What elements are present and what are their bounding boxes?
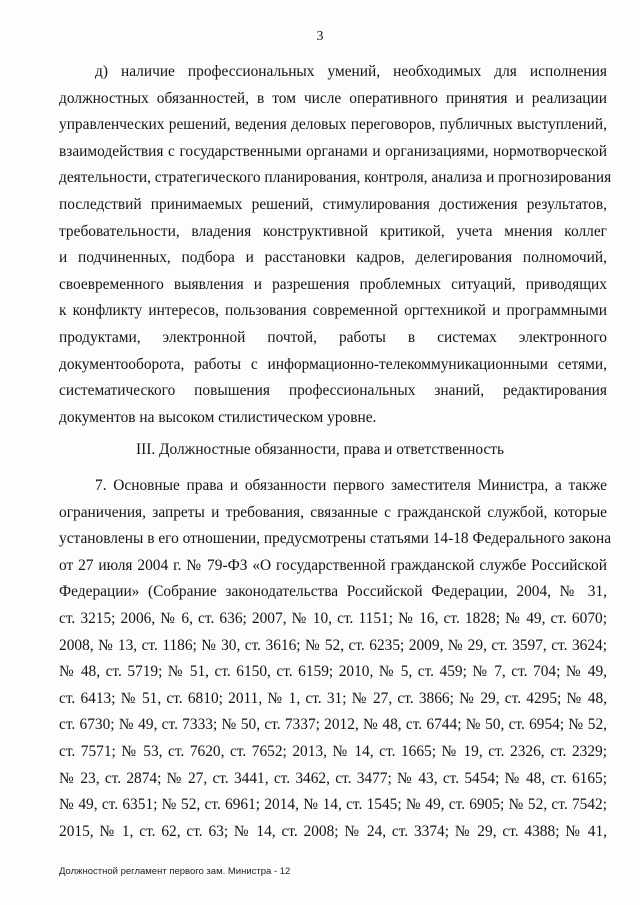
page-number: 3 (316, 29, 324, 44)
text-line: ограничения, запреты и требования, связанные с гражданской службой, которые (59, 503, 607, 521)
text-line: последствий принимаемых решений, стимулирования достижения результатов, (59, 195, 607, 213)
text-line: д) наличие профессиональных умений, необходимых для исполнения (95, 63, 607, 80)
text-line: Федерации» (Собрание законодательства Российской Федерации, 2004, № 31, (59, 583, 607, 601)
text-line: 2015, № 1, ст. 62, ст. 63; № 14, ст. 2008; № 24, ст. 3374; № 29, ст. 4388; № 41, (59, 822, 607, 840)
text-line: и подчиненных, подбора и расстановки кадров, делегирования полномочий, (59, 249, 607, 267)
text-line: от 27 июля 2004 г. № 79-ФЗ «О государственной гражданской службе Российской (59, 556, 607, 574)
text-line: взаимодействия с государственными органами и организациями, нормотворческой (59, 142, 607, 160)
text-line: документов на высоком стилистическом уровне. (59, 408, 377, 426)
paragraph-7 (59, 473, 612, 845)
text-line: 2008, № 13, ст. 1186; № 30, ст. 3616; № 52, ст. 6235; 2009, № 29, ст. 3597, ст. 3624; (59, 636, 607, 654)
text-line: документооборота, работы с информационно-телекоммуникационными сетями, (59, 355, 607, 373)
text-line: продуктами, электронной почтой, работы в системах электронного (59, 328, 607, 346)
text-line: № 23, ст. 2874; № 27, ст. 3441, ст. 3462, ст. 3477; № 43, ст. 5454; № 48, ст. 6165; (59, 769, 607, 787)
paragraph-d (59, 59, 612, 431)
text-line: управленческих решений, ведения деловых переговоров, публичных выступлений, (59, 116, 607, 134)
text-line: ст. 6413; № 51, ст. 6810; 2011, № 1, ст. 31; № 27, ст. 3866; № 29, ст. 4295; № 48, (59, 689, 607, 707)
text-line: к конфликту интересов, пользования современной оргтехникой и программными (59, 302, 607, 320)
text-line: систематического повышения профессиональных знаний, редактирования (59, 382, 607, 400)
text-line: 7. Основные права и обязанности первого заместителя Министра, а также (95, 477, 607, 494)
text-line: требовательности, владения конструктивной критикой, учета мнения коллег (59, 222, 607, 240)
footer-document-title: Должностной регламент первого зам. Министра - 12 (59, 866, 291, 877)
text-line: деятельности, стратегического планирования, контроля, анализа и прогнозирования (59, 169, 612, 187)
text-line: ст. 7571; № 53, ст. 7620, ст. 7652; 2013, № 14, ст. 1665; № 19, ст. 2326, ст. 2329; (59, 742, 607, 760)
text-line: ст. 3215; 2006, № 6, ст. 636; 2007, № 10, ст. 1151; № 16, ст. 1828; № 49, ст. 6070; (59, 609, 607, 627)
text-line: должностных обязанностей, в том числе оперативного принятия и реализации (59, 89, 607, 107)
text-line: № 48, ст. 5719; № 51, ст. 6150, ст. 6159; 2010, № 5, ст. 459; № 7, ст. 704; № 49, (59, 663, 607, 681)
text-line: своевременного выявления и разрешения проблемных ситуаций, приводящих (59, 275, 607, 293)
text-line: № 49, ст. 6351; № 52, ст. 6961; 2014, № 14, ст. 1545; № 49, ст. 6905; № 52, ст. 7542; (59, 796, 607, 814)
section-heading: III. Должностные обязанности, права и ответственность (135, 441, 505, 458)
text-line: ст. 6730; № 49, ст. 7333; № 50, ст. 7337; 2012, № 48, ст. 6744; № 50, ст. 6954; № 52, (59, 716, 607, 734)
text-line: установлены в его отношении, предусмотрены статьями 14-18 Федерального закона (59, 530, 612, 548)
